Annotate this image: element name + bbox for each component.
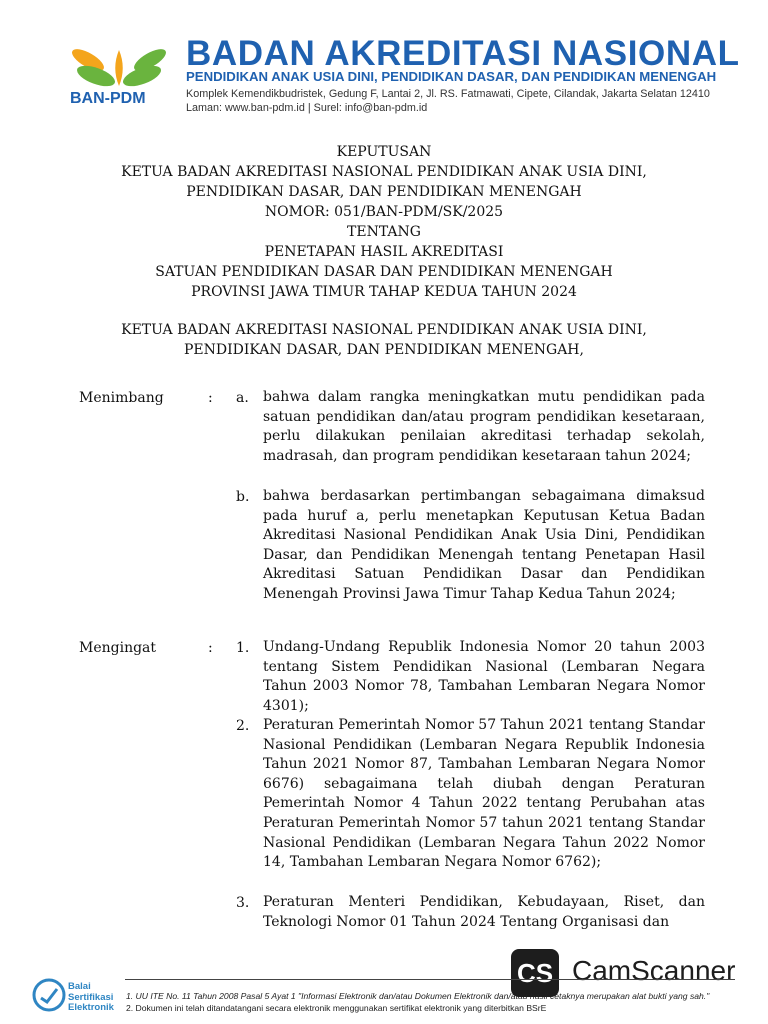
decree-authority-line-1: KETUA BADAN AKREDITASI NASIONAL PENDIDIKAN ANAK USIA DINI, [121, 164, 647, 180]
mengingat-item: Undang-Undang Republik Indonesia Nomor 20 tahun 2003 tentang Sistem Pendidikan Nasional (Lembaran Negara Tahun 2003 Nomor 78, Tambahan Lembaran Negara Nomor 4301); [263, 639, 705, 714]
org-subtitle: PENDIDIKAN ANAK USIA DINI, PENDIDIKAN DASAR, DAN PENDIDIKAN MENENGAH [186, 69, 717, 84]
org-name: BADAN AKREDITASI NASIONAL [186, 34, 740, 73]
camscanner-logo: CS [511, 949, 559, 997]
decree-subject-line-3: PROVINSI JAWA TIMUR TAHAP KEDUA TAHUN 2024 [191, 284, 577, 300]
logo-text: BAN-PDM [70, 90, 146, 107]
decree-subject-line-2: SATUAN PENDIDIKAN DASAR DAN PENDIDIKAN MENENGAH [155, 264, 613, 280]
decree-authority-line-2: PENDIDIKAN DASAR, DAN PENDIDIKAN MENENGAH [186, 184, 582, 200]
decree-number: NOMOR: 051/BAN-PDM/SK/2025 [264, 204, 504, 220]
mengingat-item-marker: 3. [236, 895, 250, 911]
mengingat-item: Peraturan Menteri Pendidikan, Kebudayaan, Riset, dan Teknologi Nomor 01 Tahun 2024 Tentang Organisasi dan [263, 894, 705, 930]
decree-about: TENTANG [347, 224, 421, 240]
org-contact: Laman: www.ban-pdm.id | Surel: info@ban-pdm.id [186, 102, 428, 114]
issuer-line-1: KETUA BADAN AKREDITASI NASIONAL PENDIDIKAN ANAK USIA DINI, [121, 322, 647, 338]
issuer-line-2: PENDIDIKAN DASAR, DAN PENDIDIKAN MENENGAH, [184, 342, 584, 358]
footer-note-2: 2. Dokumen ini telah ditandatangani secara elektronik menggunakan sertifikat elektronik yang diterbitkan BSrE [126, 1003, 547, 1013]
decree-subject-line-1: PENETAPAN HASIL AKREDITASI [264, 244, 504, 260]
mengingat-label: Mengingat [79, 640, 157, 656]
menimbang-item: bahwa berdasarkan pertimbangan sebagaimana dimaksud pada huruf a, perlu menetapkan Keputusan Ketua Badan Akreditasi Nasional Pendidikan Anak Usia Dini, Pendidikan Dasar, dan Pendidikan Menengah tentang Penetapan Hasil Akreditasi Satuan Pendidikan Dasar dan Pendidikan Menengah Provinsi Jawa Timur Tahap Kedua Tahun 2024; [263, 488, 705, 602]
org-address: Komplek Kemendikbudristek, Gedung F, Lantai 2, Jl. RS. Fatmawati, Cipete, Cilandak, Jakarta Selatan 12410 [186, 88, 710, 100]
bsre-label-line: Sertifikasi [68, 991, 114, 1003]
bsre-logo-icon [32, 978, 66, 1012]
bsre-label-line: Balai [68, 981, 91, 992]
menimbang-item: bahwa dalam rangka meningkatkan mutu pendidikan pada satuan pendidikan dan/atau program pendidikan kesetaraan, perlu dilakukan penilaian akreditasi terhadap sekolah, madrasah, dan program pendidikan kesetaraan tahun 2024; [263, 389, 705, 464]
menimbang-item-marker: a. [236, 390, 249, 406]
mengingat-item-marker: 2. [236, 718, 250, 734]
bsre-label-line: Elektronik [68, 1002, 114, 1013]
camscanner-watermark: CamScanner [572, 955, 736, 986]
menimbang-item-marker: b. [236, 489, 250, 505]
mengingat-item: Peraturan Pemerintah Nomor 57 Tahun 2021 tentang Standar Nasional Pendidikan (Lembaran Negara Republik Indonesia Tahun 2021 Nomor 87, Tambahan Lembaran Negara Nomor 6676) sebagaimana telah diubah dengan Peraturan Pemerintah Nomor 4 Tahun 2022 tentang Perubahan atas Peraturan Pemerintah Nomor 57 tahun 2021 tentang Standar Nasional Pendidikan (Lembaran Negara Tahun 2022 Nomor 14, Tambahan Lembaran Negara Nomor 6762); [263, 717, 705, 871]
menimbang-colon: : [208, 390, 213, 406]
decree-heading: KEPUTUSAN [336, 144, 432, 160]
footer-divider [125, 979, 735, 980]
mengingat-colon: : [208, 640, 213, 656]
bsre-label [68, 982, 114, 1014]
mengingat-item-marker: 1. [236, 640, 250, 656]
menimbang-label: Menimbang [79, 390, 164, 406]
footer-note-1: 1. UU ITE No. 11 Tahun 2008 Pasal 5 Ayat 1 "Informasi Elektronik dan/atau Dokumen Elektronik dan/atau hasil cetaknya merupakan alat bukti yang sah." [126, 991, 710, 1001]
